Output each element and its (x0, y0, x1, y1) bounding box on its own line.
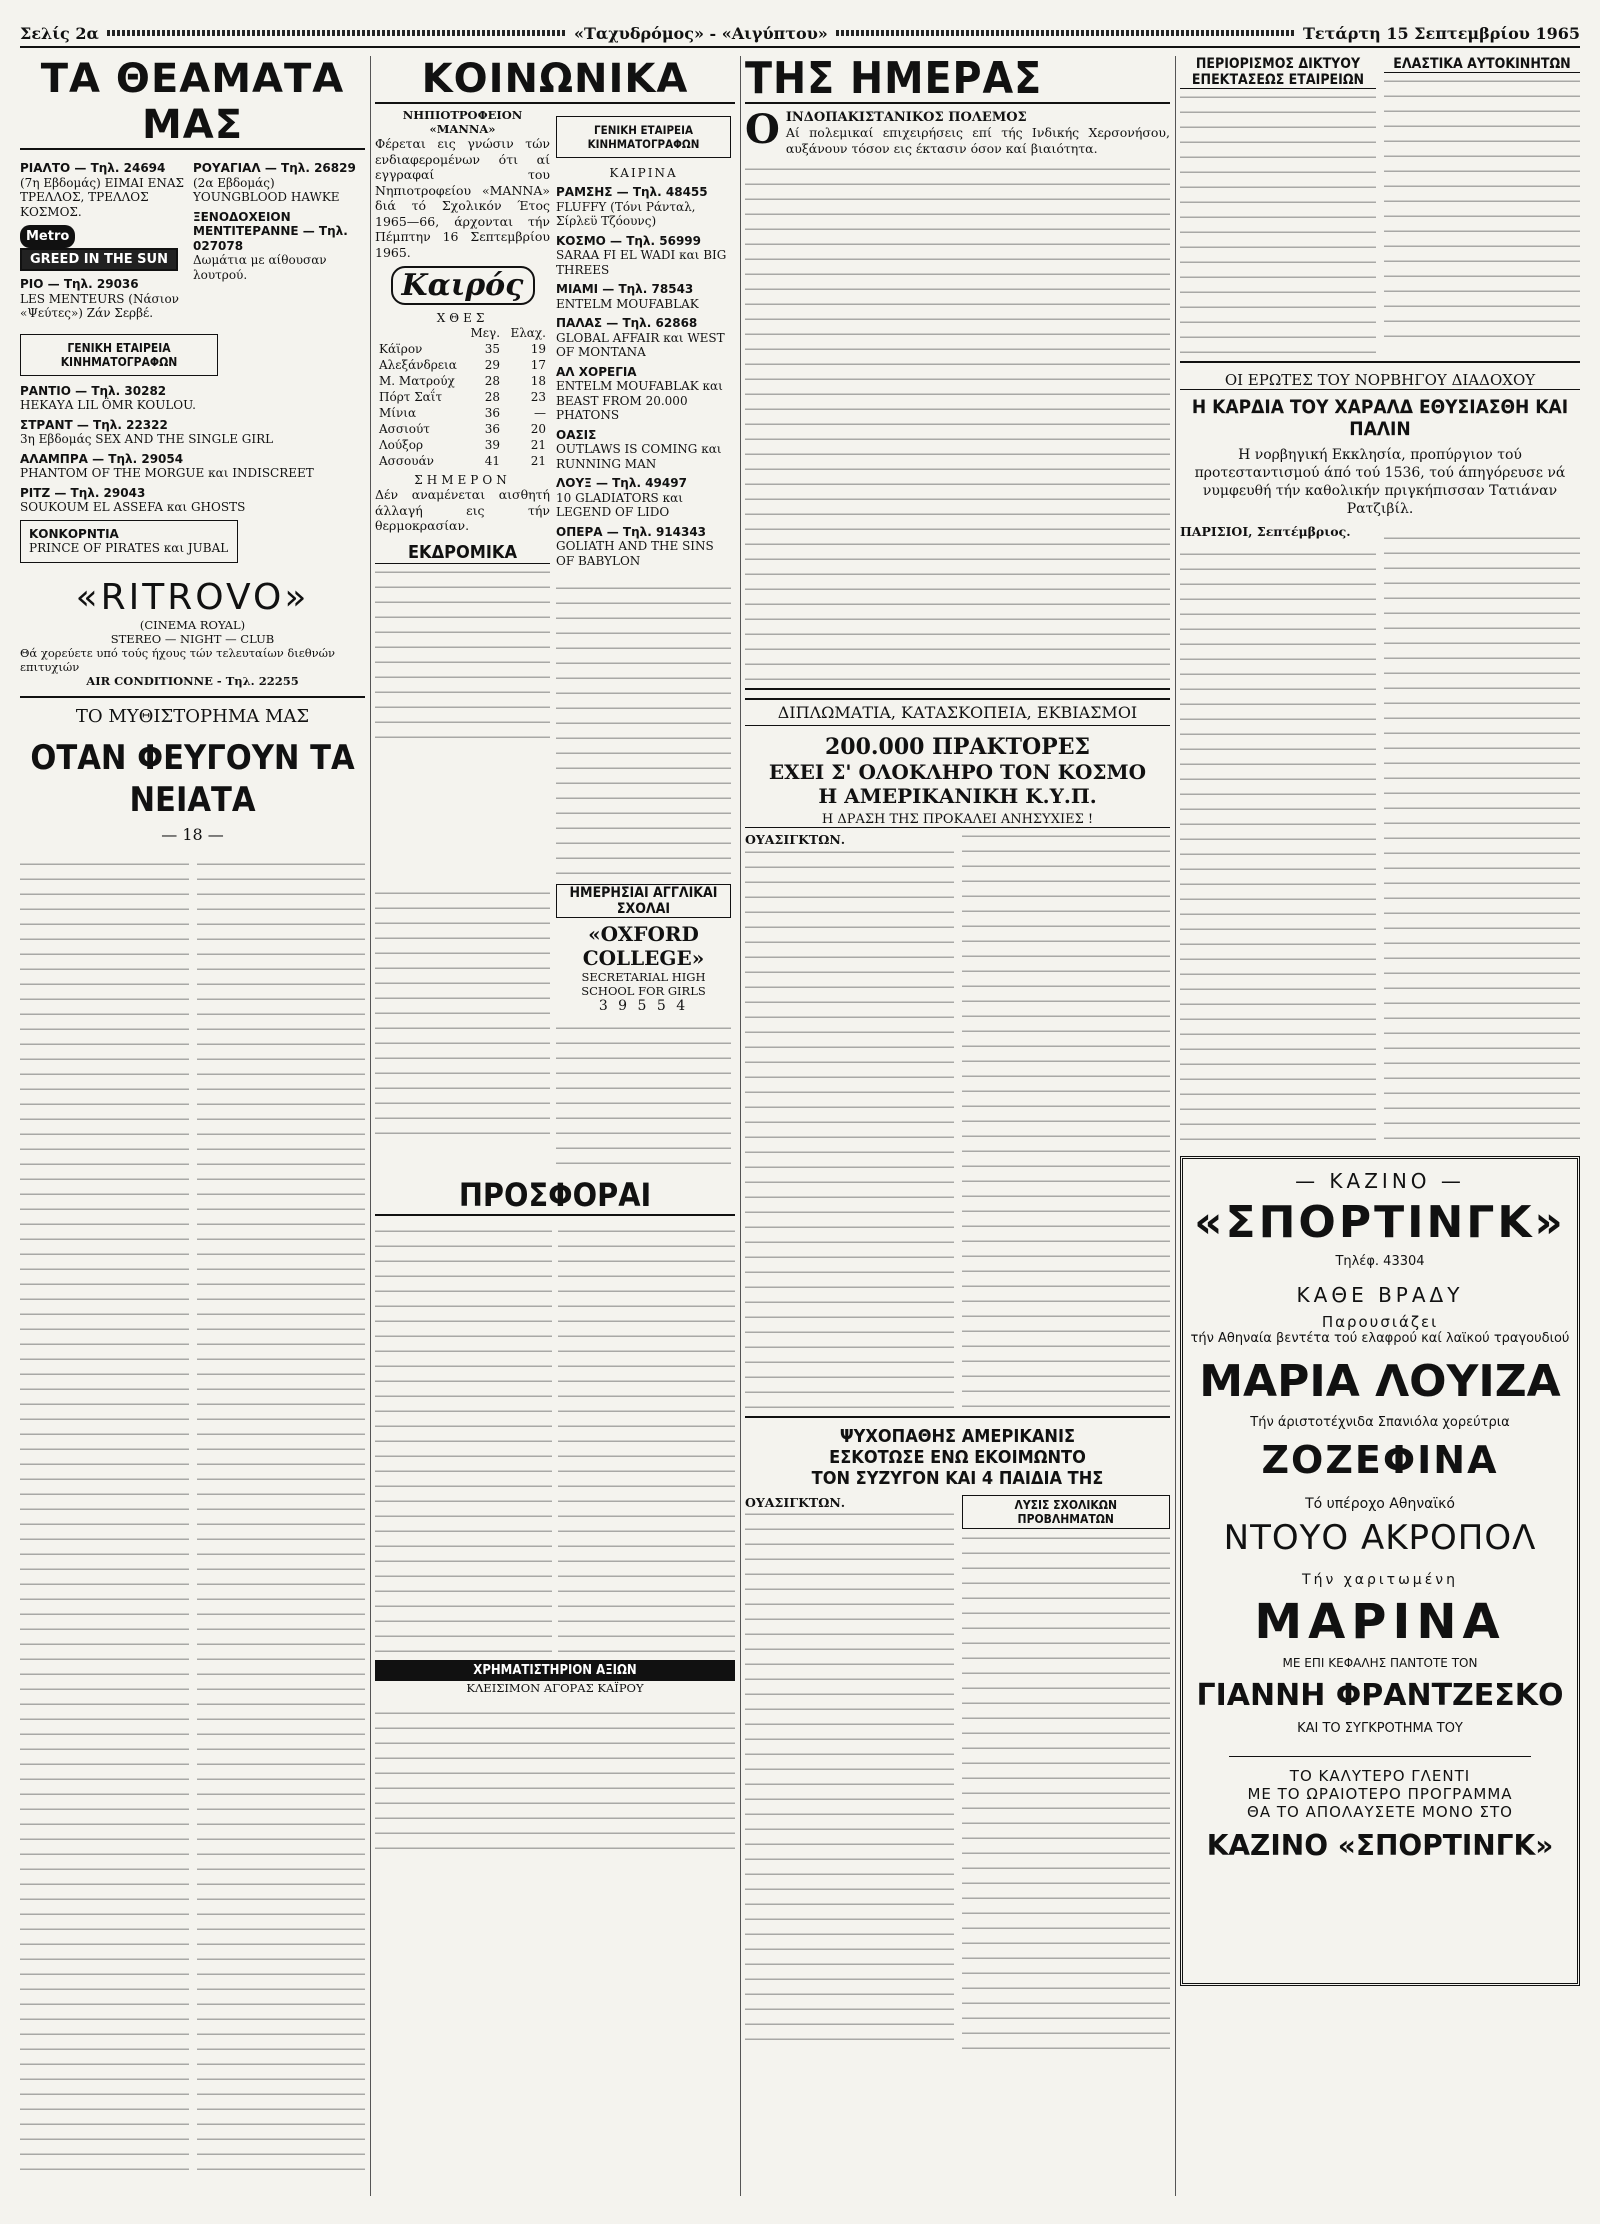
cinema-name: ΟΠΕΡΑ — Τηλ. 914343 (556, 524, 707, 539)
weather-today-label: ΣΗΜΕΡΟΝ (414, 473, 511, 487)
body-text-lines (1180, 93, 1376, 353)
ad-footer: ΘΑ ΤΟ ΑΠΟΛΑΥΣΕΤΕ ΜΟΝΟ ΣΤΟ (1247, 1802, 1513, 1821)
column-divider (740, 56, 741, 2196)
ad-footer: ΜΕ ΤΟ ΩΡΑΙΟΤΕΡΟ ΠΡΟΓΡΑΜΜΑ (1247, 1784, 1513, 1803)
section-title-imeras: ΤΗΣ ΗΜΕΡΑΣ (745, 56, 1170, 104)
masthead-rule (836, 30, 1295, 36)
ad-dancer: ΖΟΖΕΦΙΝΑ (1261, 1437, 1499, 1482)
dip-title: ΕΧΕΙ Σ' ΟΛΟΚΛΗΡΟ ΤΟΝ ΚΟΣΜΟ (768, 760, 1147, 784)
dateline: ΠΑΡΙΣΙΟΙ, Σεπτέμβριος. (1180, 524, 1351, 539)
weather-header-max: Μεγ. (470, 326, 501, 340)
dip-head: ΔΙΠΛΩΜΑΤΙΑ, ΚΑΤΑΣΚΟΠΕΙΑ, ΕΚΒΙΑΣΜΟΙ (745, 698, 1170, 726)
ritrovo-text: Θά χορεύετε υπό τούς ήχους τών τελευταίων διεθνών επιτυχιών (20, 645, 336, 674)
text-column (558, 1222, 735, 1652)
lead-body (745, 160, 1170, 680)
weather-max: 39 (484, 438, 501, 452)
weather-table (375, 325, 550, 469)
cinema-info: 10 GLADIATORS και LEGEND OF LIDO (556, 490, 683, 519)
cinema-info: PRINCE OF PIRATES και JUBAL (29, 541, 229, 555)
cinema-info: (2α Εβδομάς) YOUNGBLOOD HAWKE (193, 175, 340, 204)
society-and-cinemas (375, 108, 735, 874)
weather-logo: Καιρός (391, 266, 535, 305)
cinema-info: SARAA FI EL WADI και BIG THREES (556, 248, 727, 277)
lead-headline: ΙΝΔΟΠΑΚΙΣΤΑΝΙΚΟΣ ΠΟΛΕΜΟΣ (785, 110, 1027, 125)
ritrovo-subtitle: STEREO — NIGHT — CLUB (110, 631, 275, 646)
metro-logo: Metro (20, 225, 75, 248)
cinema-name: ΜΙΑΜΙ — Τηλ. 78543 (556, 282, 694, 296)
ad-band-leader: ΓΙΑΝΝΗ ΦΡΑΝΤΖΕΣΚΟ (1196, 1677, 1564, 1713)
text-column (1384, 524, 1580, 1139)
ad-dancer-sub: Τήν άριστοτέχνιδα Σπανιόλα χορεύτρια (1250, 1414, 1510, 1430)
column-society (375, 56, 735, 1849)
ad-duo: ΝΤΟΥΟ ΑΚΡΟΠΟΛ (1223, 1517, 1537, 1558)
oxford-subtitle: SECRETARIAL HIGH SCHOOL FOR GIRLS (581, 970, 706, 998)
cinema-listings-main (20, 384, 365, 563)
divider (745, 688, 1170, 690)
hotel-info: Δωμάτια με αίθουσαν λουτρού. (193, 253, 327, 282)
cinema-listing (20, 277, 185, 321)
norway-deck: Η νορβηγική Εκκλησία, προπύργιον τού προτεσταντισμού άπό τού 1536, τού άπηγόρευσε νά νυμφευθή τήν καθολικήν πριγκήπισσαν Τατιάναν Ρατζιβίλ. (1194, 447, 1566, 517)
dip-title: Η ΑΜΕΡΙΚΑΝΙΚΗ Κ.Υ.Π. (818, 784, 1097, 808)
school-title: ΗΜΕΡΗΣΙΑΙ ΑΓΓΛΙΚΑΙ ΣΧΟΛΑΙ (556, 884, 731, 918)
body-text-lines (558, 1222, 735, 1652)
weather-row (375, 341, 550, 357)
body-text-lines (962, 832, 1171, 1407)
tyre-article (1384, 56, 1580, 353)
cinema-name: ΚΟΣΜΟ — Τηλ. 56999 (556, 233, 702, 248)
film-title-logo: GREED IN THE SUN (20, 248, 178, 271)
weather-city: Κάϊρον (379, 342, 423, 356)
weather-today-text: Δέν αναμένεται αισθητή άλλαγή εις τήν θερμοκρασίαν. (375, 487, 550, 533)
cinema-name: ΡΑΝΤΙΟ — Τηλ. 30282 (20, 383, 167, 398)
society-text: Φέρεται εις γνώσιν τών ενδιαφερομένων ότι αί εγγραφαί του Νηπιοτροφείου «ΜΑΝΝΑ» διά τό Σχολικόν Έτος 1965—66, άρχονται τήν Πέμπτην 16 Σεπτεμβρίου 1965. (375, 136, 550, 260)
cinema-info: ΗΕΚΑΥΑ LIL ÖMR KOULOU. (20, 398, 196, 412)
column-world (1180, 56, 1580, 1986)
prosfora-text (375, 1222, 735, 1652)
net-article (1180, 56, 1376, 353)
section-title-theamata: ΤΑ ΘΕΑΜΑΤΑ ΜΑΣ (20, 56, 365, 150)
body-text-lines (556, 574, 731, 874)
cinema-info: ENTELM MOUFABLAK και BEAST FROM 20.000 PHATONS (556, 379, 723, 422)
body-text-lines (1384, 524, 1580, 1139)
body-text-lines (1180, 540, 1376, 1140)
norway-title: Η ΚΑΡΔΙΑ ΤΟΥ ΧΑΡΑΛΔ ΕΘΥΣΙΑΣΘΗ ΚΑΙ ΠΑΛΙΝ (1191, 396, 1569, 440)
ad-footer-name: ΚΑΖΙΝΟ «ΣΠΟΡΤΙΝΓΚ» (1206, 1828, 1554, 1862)
weather-city: Αλεξάνδρεια (379, 358, 457, 372)
cinema-listing (20, 384, 365, 413)
weather-row (375, 373, 550, 389)
cinema-listings-top (20, 156, 365, 326)
weather-city: Πόρτ Σαΐτ (379, 390, 443, 404)
net-title: ΠΕΡΙΟΡΙΣΜΟΣ ΔΙΚΤΥΟΥ ΕΠΕΚΤΑΣΕΩΣ ΕΤΑΙΡΕΙΩΝ (1180, 56, 1376, 89)
weather-city: Λούξορ (379, 438, 424, 452)
body-text-lines (745, 160, 1170, 680)
weather-min: — (534, 406, 546, 420)
lead-initial: Ο (745, 106, 780, 153)
divider (1180, 361, 1580, 363)
cinema-info: OUTLAWS IS COMING και RUNNING MAN (556, 442, 722, 471)
cinema-info: (7η Εβδομάς) ΕΙΜΑΙ ΕΝΑΣ ΤΡΕΛΛΟΣ, ΤΡΕΛΛΟΣ ΚΟΣΜΟΣ. (20, 175, 185, 219)
film-logos (20, 225, 185, 271)
school-box: ΛΥΣΙΣ ΣΧΟΛΙΚΩΝ ΠΡΟΒΛΗΜΑΤΩΝ (962, 1495, 1171, 1529)
weather-header-min: Ελαχ. (510, 326, 546, 340)
ekdromika-title: ΕΚΔΡΟΜΙΚΑ (375, 542, 550, 564)
cinema-listings-left (20, 156, 185, 326)
cinema-name: ΑΛ ΧΟΡΕΓΙΑ (556, 364, 637, 379)
weather-max: 28 (484, 374, 501, 388)
cinema-listing (556, 476, 731, 520)
weather-min: 21 (530, 454, 546, 468)
text-column (745, 832, 954, 1408)
society-heading: ΝΗΠΙΟΤΡΟΦΕΙΟΝ «ΜΑΝΝΑ» (402, 108, 523, 136)
hotel-name: ΞΕΝΟΔΟΧΕΙΟΝ ΜΕΝΤΙΤΕΡΑΝΝΕ — Τηλ. 027078 (193, 209, 348, 253)
weather-max: 41 (484, 454, 501, 468)
weather-row (375, 405, 550, 421)
cinema-listing (20, 452, 365, 481)
cinema-listing (20, 418, 365, 447)
novel-chapter: — 18 — (161, 824, 224, 844)
col4-top (1180, 56, 1580, 353)
cinema-info: GLOBAL AFFAIR και WEST OF MONTANA (556, 330, 725, 359)
column-divider (1175, 56, 1176, 2196)
weather-row (375, 453, 550, 469)
issue-date: Τετάρτη 15 Σεπτεμβρίου 1965 (1303, 23, 1581, 43)
weather-max: 29 (484, 358, 501, 372)
cinema-listing (556, 428, 731, 472)
cinema-listing (20, 161, 185, 219)
divider (745, 1416, 1170, 1418)
column-entertainment (20, 56, 365, 2170)
body-text-area (1180, 540, 1376, 1140)
masthead-rule (107, 30, 566, 36)
school-text (556, 1014, 731, 1164)
ad-presents: Παρουσιάζει (1321, 1312, 1439, 1331)
ad-casino: — ΚΑΖΙΝΟ — (1295, 1168, 1465, 1193)
psycho-title: ΤΟΝ ΣΥΖΥΓΟΝ ΚΑΙ 4 ΠΑΙΔΙΑ ΤΗΣ (811, 1467, 1104, 1489)
stock-table (375, 1699, 735, 1849)
weather-max: 35 (484, 342, 501, 356)
weather-max: 28 (484, 390, 501, 404)
dip-body (745, 832, 1170, 1408)
cinema-info: SOUKOUM EL ASSEFA και GHOSTS (20, 500, 246, 514)
cinema-name: ΠΑΛΑΣ — Τηλ. 62868 (556, 316, 698, 330)
cinema-listing (556, 316, 731, 360)
text-column (1180, 524, 1376, 1140)
psycho-body (745, 1495, 1170, 2049)
ritrovo-ad (20, 577, 365, 688)
weather-yesterday-label: ΧΘΕΣ (436, 311, 489, 325)
ad-singer: ΜΑΡΙΑ ΛΟΥΙΖΑ (1199, 1355, 1561, 1407)
ad-marina: ΜΑΡΙΝΑ (1254, 1593, 1506, 1650)
dateline: ΟΥΑΣΙΓΚΤΩΝ. (745, 1494, 846, 1510)
cinema-listing-boxed (20, 520, 238, 563)
col2-lower (375, 884, 735, 1164)
psycho-title: ΕΣΚΟΤΩΣΕ ΕΝΩ ΕΚΟΙΜΩΝΤΟ (829, 1446, 1086, 1468)
cinema-info: PHANTOM OF THE MORGUE και INDISCREET (20, 466, 314, 480)
weather-row (375, 437, 550, 453)
body-text-area (1180, 93, 1376, 353)
oxford-phone: 3 9 5 5 4 (598, 998, 689, 1014)
lead-article (745, 106, 1170, 680)
dip-title: 200.000 ΠΡΑΚΤΟΡΕΣ (824, 734, 1091, 760)
cinema-name: ΡΙΑΛΤΟ — Τηλ. 24694 (20, 161, 166, 175)
body-text-lines (375, 1699, 735, 1849)
body-text-lines (375, 568, 550, 738)
cinema-name: ΛΟΥΞ — Τηλ. 49497 (556, 476, 687, 490)
body-text-lines (375, 1222, 552, 1652)
cinema-name: ΚΟΝΚΟΡΝΤΙΑ (29, 526, 119, 541)
body-text-lines (745, 848, 954, 1408)
ad-presents-sub: τήν Αθηναία βεντέτα τού ελαφρού καί λαϊκού τραγουδιού (1190, 1330, 1570, 1346)
stock-title: ΧΡΗΜΑΤΙΣΤΗΡΙΟΝ ΑΞΙΩΝ (375, 1660, 735, 1681)
newspaper-name: «Ταχυδρόμος» - «Αιγύπτου» (573, 23, 828, 43)
weather-max: 36 (484, 422, 501, 436)
cinema-name: ΣΤΡΑΝΤ — Τηλ. 22322 (20, 417, 168, 432)
weather-min: 21 (530, 438, 546, 452)
body-text-lines (375, 884, 550, 1134)
tyre-title: ΕΛΑΣΤΙΚΑ ΑΥΤΟΚΙΝΗΤΩΝ (1384, 56, 1580, 73)
novel-text (20, 850, 365, 2170)
weather-row (375, 421, 550, 437)
norway-head: ΟΙ ΕΡΩΤΕΣ ΤΟΥ ΝΟΡΒΗΓΟΥ ΔΙΑΔΟΧΟΥ (1180, 371, 1580, 390)
hotel-listing (193, 210, 363, 283)
cinema-info: FLUFFY (Τόνι Ράνταλ, Σίρλεϋ Τζόουνς) (556, 199, 696, 228)
ekdromika-text (375, 568, 550, 738)
oxford-title: «OXFORD COLLEGE» (582, 922, 705, 970)
ad-marina-sub: Τήν χαριτωμένη (1302, 1571, 1458, 1588)
lead-text: Αί πολεμικαί επιχειρήσεις επί τής Ινδικής Χερσονήσου, αυξάνουν τόσον εις έκτασιν όσον καί βιαιότητα. (785, 125, 1170, 156)
text-column (962, 1495, 1171, 2049)
school-ad (556, 884, 731, 1164)
ad-band-sub: ΜΕ ΕΠΙ ΚΕΦΑΛΗΣ ΠΑΝΤΟΤΕ ΤΟΝ (1282, 1655, 1478, 1670)
text-column (20, 850, 189, 2170)
ritrovo-subtitle: (CINEMA ROYAL) (139, 617, 246, 632)
cinema-listings-right (193, 156, 363, 326)
ad-footer: ΤΟ ΚΑΛΥΤΕΡΟ ΓΛΕΝΤΙ (1289, 1766, 1471, 1785)
cinema-listing (556, 365, 731, 423)
divider (20, 696, 365, 698)
text-column (962, 832, 1171, 1407)
page-number: Σελίς 2α (20, 23, 99, 43)
cinema-name: ΡΙΟ — Τηλ. 29036 (20, 277, 139, 291)
weather-max: 36 (484, 406, 501, 420)
column-news (745, 53, 1170, 2049)
ritrovo-ac: AIR CONDITIONNE - Τηλ. 22255 (86, 673, 299, 688)
section-title-koinonika: ΚΟΙΝΩΝΙΚΑ (375, 56, 735, 104)
masthead (20, 20, 1580, 48)
lead-head-wrap (786, 110, 1170, 156)
column-divider (370, 56, 371, 2196)
cinema-info: GOLIATH AND THE SINS OF BABYLON (556, 539, 714, 568)
novel-title: ΟΤΑΝ ΦΕΥΓΟΥΝ ΤΑ ΝΕΙΑΤΑ (30, 737, 355, 820)
weather-city: Μ. Ματρούχ (379, 374, 455, 388)
body-text-area (745, 1510, 954, 2040)
cinema-listing (556, 525, 731, 569)
lead-header (745, 106, 1170, 156)
ad-duo-sub: Τό υπέροχο Αθηναϊκό (1305, 1495, 1455, 1512)
cinema-name: ΑΛΑΜΠΡΑ — Τηλ. 29054 (20, 451, 184, 466)
stock-subtitle: ΚΛΕΙΣΙΜΟΝ ΑΓΟΡΑΣ ΚΑΪΡΟΥ (466, 1681, 644, 1695)
weather-city: Μίνια (379, 406, 417, 420)
cinema-name: ΟΑΣΙΣ (556, 427, 597, 442)
ad-casino-name: «ΣΠΟΡΤΙΝΓΚ» (1194, 1196, 1566, 1248)
dip-subtitle: Η ΔΡΑΣΗ ΤΗΣ ΠΡΟΚΑΛΕΙ ΑΝΗΣΥΧΙΕΣ ! (745, 812, 1170, 828)
psycho-title: ΨΥΧΟΠΑΘΗΣ ΑΜΕΡΙΚΑΝΙΣ (839, 1425, 1076, 1447)
text-column (375, 884, 550, 1134)
weather-min: 19 (530, 342, 546, 356)
body-text-area (1384, 77, 1580, 337)
text-column (375, 1222, 552, 1652)
body-text-lines (962, 1529, 1171, 2049)
cinema-name: ΡΑΜΣΗΣ — Τηλ. 48455 (556, 185, 708, 199)
weather-min: 18 (530, 374, 546, 388)
body-text-area (962, 1529, 1171, 2049)
divider (1229, 1756, 1531, 1757)
text-column (197, 850, 366, 2170)
body-text-lines (556, 1014, 731, 1164)
cinema-listing (193, 161, 363, 205)
weather-min: 23 (530, 390, 546, 404)
weather-row (375, 389, 550, 405)
cinema-info: 3η Εβδομάς SEX AND THE SINGLE GIRL (20, 432, 274, 446)
weather-header-row (375, 325, 550, 341)
weather-min: 20 (530, 422, 546, 436)
cinema-name: ΡΟΥΑΓΙΑΛ — Τηλ. 26829 (193, 161, 356, 175)
casino-ad (1180, 1156, 1580, 1986)
weather-min: 17 (530, 358, 546, 372)
novel-label: ΤΟ ΜΥΘΙΣΤΟΡΗΜΑ ΜΑΣ (75, 705, 310, 727)
cinema-listing (556, 185, 731, 229)
cinema-listing (556, 234, 731, 278)
weather-city: Ασσουάν (379, 454, 434, 468)
cinema-info: ENTELM MOUFABLAK (556, 296, 699, 311)
company-box: ΓΕΝΙΚΗ ΕΤΑΙΡΕΙΑ ΚΙΝΗΜΑΤΟΓΡΑΦΩΝ (556, 116, 731, 158)
company-subtitle: ΚΑΙΡΙΝΑ (609, 166, 678, 180)
body-text-lines (20, 850, 189, 2170)
cinema-listing (556, 282, 731, 311)
society-text-right (556, 574, 731, 874)
ritrovo-title: «RITROVO» (75, 576, 310, 618)
ad-every-night: ΚΑΘΕ ΒΡΑΔΥ (1296, 1282, 1464, 1307)
cinema-listings-cairo (556, 108, 731, 874)
company-box: ΓΕΝΙΚΗ ΕΤΑΙΡΕΙΑ ΚΙΝΗΜΑΤΟΓΡΑΦΩΝ (20, 334, 218, 376)
body-text-lines (197, 850, 366, 2170)
society-notice (375, 108, 550, 874)
cinema-info: LES MENTEURS (Νάσιον «Ψεύτες») Ζάν Σερβέ. (20, 291, 179, 320)
norway-body (1180, 524, 1580, 1140)
dateline: ΟΥΑΣΙΓΚΤΩΝ. (745, 832, 846, 847)
ad-phone: Τηλέφ. 43304 (1335, 1253, 1425, 1269)
prosfora-title: ΠΡΟΣΦΟΡΑΙ (375, 1176, 735, 1216)
text-column (745, 1495, 954, 2049)
newspaper-page (20, 20, 1580, 2204)
body-text-area (745, 848, 954, 1408)
body-text-lines (1384, 77, 1580, 337)
weather-city: Ασσιούτ (379, 422, 430, 436)
ad-band-end: ΚΑΙ ΤΟ ΣΥΓΚΡΟΤΗΜΑ ΤΟΥ (1297, 1720, 1463, 1736)
weather-row (375, 357, 550, 373)
body-text-lines (745, 1510, 954, 2040)
cinema-name: ΡΙΤΖ — Τηλ. 29043 (20, 485, 146, 500)
cinema-listing (20, 486, 365, 515)
